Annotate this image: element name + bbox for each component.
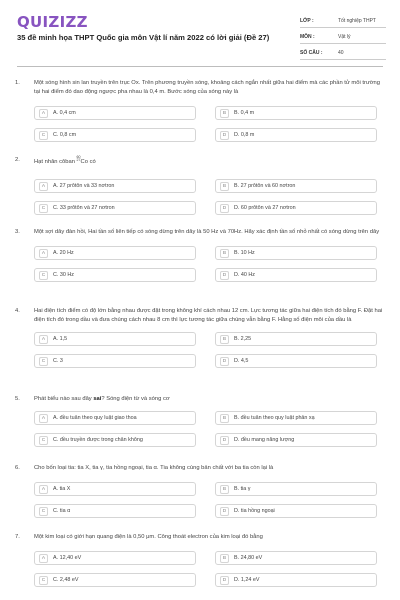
option-a[interactable] — [34, 332, 196, 346]
option-text: B. đều tuân theo quy luật phản xạ — [234, 415, 315, 421]
option-c[interactable] — [34, 201, 196, 215]
option-c[interactable] — [34, 268, 196, 282]
option-a[interactable] — [34, 482, 196, 496]
option-text: B. tia γ — [234, 486, 251, 492]
meta-key: LỚP : — [300, 17, 314, 24]
option-b[interactable] — [215, 482, 377, 496]
options — [34, 551, 387, 591]
option-text: C. 0,8 cm — [53, 132, 77, 138]
question-number: 7. — [15, 534, 20, 540]
option-text: C. 2,48 eV — [53, 577, 79, 583]
option-text: D. 1,24 eV — [234, 577, 260, 583]
question-text: Một kim loại có giới hạn quang điện là 0,50 μm. Công thoát electron của kim loại đó bằng — [34, 534, 263, 540]
option-a[interactable] — [34, 106, 196, 120]
option-letter: C — [39, 436, 48, 445]
option-c[interactable] — [34, 573, 196, 587]
options — [34, 246, 387, 286]
option-text: C. đều truyền được trong chân không — [53, 437, 143, 443]
options — [34, 411, 387, 451]
option-c[interactable] — [34, 504, 196, 518]
meta-row-subject — [300, 30, 386, 44]
option-b[interactable] — [215, 332, 377, 346]
question-text — [33, 395, 387, 404]
option-letter: B — [220, 249, 229, 258]
option-b[interactable] — [215, 106, 377, 120]
option-d[interactable] — [215, 504, 377, 518]
option-text: C. tia α — [53, 508, 71, 514]
question-6 — [15, 464, 387, 522]
option-letter: B — [220, 485, 229, 494]
option-text: B. 0,4 m — [234, 110, 255, 116]
option-c[interactable] — [34, 128, 196, 142]
question-text-post: Co có — [80, 159, 96, 165]
option-letter: B — [220, 109, 229, 118]
question-text: Một sợi dây đàn hồi, Hai tần số liên tiếp có sóng dừng trên dây là 50 Hz và 70Hz. Hãy xác định tần số nhỏ nhất có sóng dừng trên dây — [34, 229, 380, 235]
option-text: D. 60 prôtôn và 27 nơtron — [234, 205, 296, 211]
question-text-pre: Hạt nhân côban — [34, 159, 77, 165]
question-emphasis: sai — [93, 396, 102, 402]
options — [34, 332, 387, 372]
option-b[interactable] — [215, 411, 377, 425]
option-letter: B — [220, 335, 229, 344]
option-a[interactable] — [34, 246, 196, 260]
option-text: B. 24,80 eV — [234, 555, 263, 561]
question-number: 1. — [15, 80, 20, 86]
option-letter: C — [39, 271, 48, 280]
option-text: C. 33 prôtôn và 27 nơtron — [53, 205, 115, 211]
question-text — [33, 156, 387, 167]
option-text: A. 20 Hz — [53, 250, 74, 256]
option-letter: A — [39, 485, 48, 494]
option-letter: C — [39, 357, 48, 366]
option-letter: D — [220, 271, 229, 280]
option-letter: D — [220, 357, 229, 366]
option-d[interactable] — [215, 201, 377, 215]
option-letter: A — [39, 182, 48, 191]
question-2 — [15, 156, 387, 219]
option-b[interactable] — [215, 246, 377, 260]
question-text-post: ? Sóng điện từ và sóng cơ — [101, 396, 170, 402]
option-text: A. 27 prôtôn và 33 nơtron — [53, 183, 115, 189]
option-a[interactable] — [34, 411, 196, 425]
option-text: B. 2,25 — [234, 336, 252, 342]
option-letter: B — [220, 554, 229, 563]
option-text: D. 0,8 m — [234, 132, 255, 138]
option-text: A. 0,4 cm — [53, 110, 76, 116]
option-b[interactable] — [215, 551, 377, 565]
option-letter: D — [220, 576, 229, 585]
mass-number: 60 — [76, 155, 81, 159]
option-text: D. đều mang năng lượng — [234, 437, 295, 443]
option-text: B. 10 Hz — [234, 250, 255, 256]
question-number: 3. — [15, 229, 20, 235]
option-text: D. 40 Hz — [234, 272, 255, 278]
meta-panel — [300, 14, 386, 62]
option-text: B. 27 prôtôn và 60 nơtron — [234, 183, 296, 189]
question-number: 4. — [15, 308, 20, 314]
option-text: A. đều tuân theo quy luật giao thoa — [53, 415, 137, 421]
question-4 — [15, 307, 387, 372]
question-number: 5. — [15, 396, 20, 402]
option-text: A. tia X — [53, 486, 71, 492]
meta-key: SỐ CÂU : — [300, 49, 323, 56]
question-3 — [15, 228, 387, 286]
question-text: Một sóng hình sin lan truyền trên trục Ox. Trên phương truyền sóng, khoảng cách ngắn nhất giữa hai điểm mà các phần tử môi trường tại hai điểm đó dao động ngược pha nhau là 0,4 m. Bước sóng của sóng này là — [34, 80, 381, 95]
option-letter: D — [220, 131, 229, 140]
option-d[interactable] — [215, 573, 377, 587]
options — [34, 106, 387, 146]
option-letter: D — [220, 204, 229, 213]
option-letter: A — [39, 109, 48, 118]
option-letter: A — [39, 249, 48, 258]
meta-value: Tốt nghiệp THPT — [338, 17, 376, 24]
options — [34, 179, 387, 219]
option-letter: C — [39, 131, 48, 140]
option-text: A. 1,5 — [53, 336, 68, 342]
option-letter: D — [220, 436, 229, 445]
option-d[interactable] — [215, 128, 377, 142]
option-letter: D — [220, 507, 229, 516]
option-c[interactable] — [34, 433, 196, 447]
question-5 — [15, 395, 387, 451]
option-letter: C — [39, 204, 48, 213]
document-header — [0, 0, 400, 66]
option-text: D. tia hồng ngoại — [234, 508, 275, 514]
option-letter: B — [220, 414, 229, 423]
option-d[interactable] — [215, 354, 377, 368]
option-c[interactable] — [34, 354, 196, 368]
option-d[interactable] — [215, 268, 377, 282]
question-1 — [15, 79, 387, 146]
document-title: 35 đề minh họa THPT Quốc gia môn Vật lí năm 2022 có lời giải (Đề 27) — [17, 33, 270, 42]
option-letter: A — [39, 414, 48, 423]
quizizz-logo: QUIZIZZ — [17, 13, 88, 31]
question-7 — [15, 533, 387, 591]
option-a[interactable] — [34, 179, 196, 193]
atomic-number: 27 — [76, 158, 81, 162]
question-number: 2. — [15, 157, 20, 163]
option-letter: C — [39, 507, 48, 516]
option-b[interactable] — [215, 179, 377, 193]
option-text: A. 12,40 eV — [53, 555, 82, 561]
options — [34, 482, 387, 522]
meta-row-count — [300, 46, 386, 60]
header-divider — [17, 66, 383, 67]
option-letter: B — [220, 182, 229, 191]
option-letter: C — [39, 576, 48, 585]
option-letter: A — [39, 554, 48, 563]
option-a[interactable] — [34, 551, 196, 565]
question-number: 6. — [15, 465, 20, 471]
question-text: Cho bốn loại tia: tia X, tia γ, tia hồng ngoại, tia α. Tia không cùng bản chất với ba tia còn lại là — [34, 465, 274, 471]
meta-value: Vật lý — [338, 33, 351, 40]
option-letter: A — [39, 335, 48, 344]
option-text: C. 30 Hz — [53, 272, 74, 278]
option-text: C. 3 — [53, 358, 63, 364]
meta-value: 40 — [338, 49, 344, 56]
question-text-pre: Phát biểu nào sau đây — [34, 396, 94, 402]
option-d[interactable] — [215, 433, 377, 447]
meta-key: MÔN : — [300, 33, 315, 40]
question-text: Hai điện tích điểm có độ lớn bằng nhau được đặt trong không khí cách nhau 12 cm. Lực tương tác giữa hai điện tích đó bằng F. Đặt hai điện tích đó trong dầu và đưa chúng cách nhau 8 cm thì lực tương tác giữa chúng vẫn bằng F. Hằng số điện môi của dầu là — [34, 308, 383, 323]
meta-row-class — [300, 14, 386, 28]
option-text: D. 4,5 — [234, 358, 249, 364]
